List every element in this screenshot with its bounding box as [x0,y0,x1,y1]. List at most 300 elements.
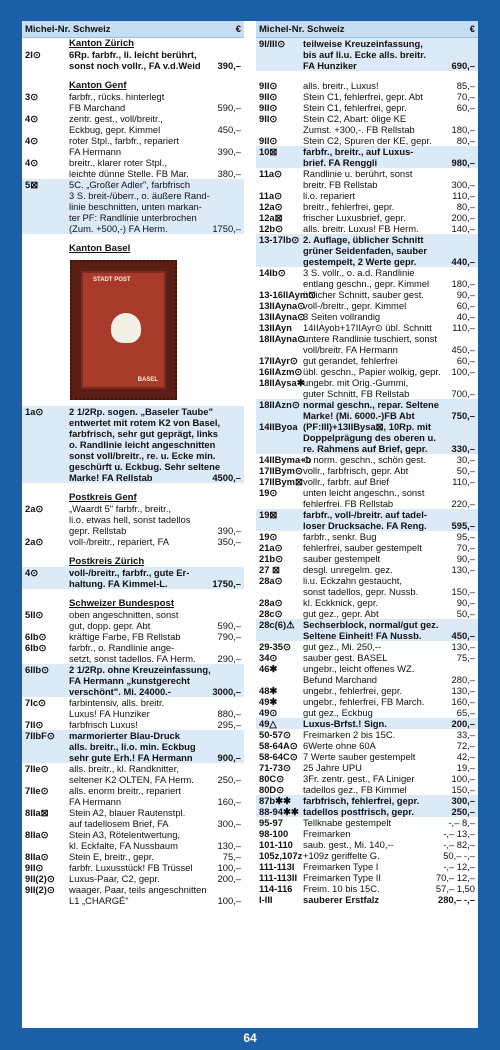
entry-description: Freimarken Type II [303,872,381,883]
catalog-entry [256,784,478,795]
entry-description: breitr., fehlerfrei, gepr. [303,201,395,212]
entry-price: -,– 12,– [443,861,475,872]
entry-line [303,278,475,289]
entry-line [303,861,475,872]
entry-code: 6IIb⊙ [25,664,50,675]
entry-price [238,567,241,578]
entry-code: 8IIa⊠ [25,807,49,818]
entry-description: Freimarken [303,828,351,839]
entry-lines [69,406,241,483]
catalog-entry [256,322,478,333]
entry-price: 130,– [451,564,475,575]
entry-line [303,201,475,212]
catalog-entry [256,377,478,399]
entry-line [69,525,241,536]
entry-description: fehlerfrei, sauber gestempelt [303,542,422,553]
entry-price: 80,– [456,135,475,146]
entry-code: 114-116 [259,883,293,894]
entry-price: 75,– [456,652,475,663]
entry-line [303,806,475,817]
entry-description: linie beschnitten, unten markan- [69,201,202,212]
catalog-entry [22,763,244,785]
catalog-entry [22,406,244,483]
entry-lines [303,597,475,608]
entry-price [472,377,475,388]
entry-line [69,49,241,60]
catalog-entry [256,102,478,113]
entry-description: 6Werte ohne 60A [303,740,376,751]
catalog-entry [256,38,478,71]
entry-line [69,818,241,829]
section-heading: Kanton Basel [69,243,131,254]
catalog-entry [256,80,478,91]
entry-price: 295,– [217,719,241,730]
entry-code: 2a⊙ [25,536,44,547]
entry-code: 19⊙ [259,487,278,498]
entry-line [69,741,241,752]
entry-line [303,344,475,355]
catalog-entry [22,135,244,157]
dove-figure [111,313,141,343]
entry-price [238,406,241,417]
entry-price: 100,– [217,895,241,906]
entry-price: 150,– [451,784,475,795]
entry-code: 9II(2)⊙ [25,873,55,884]
entry-line [69,212,241,223]
entry-code: 16IIAzm⊙ [259,366,303,377]
entry-description: sauberer Erstfalz [303,894,380,905]
catalog-entry [256,795,478,806]
entry-description: Marke! FA Rellstab [69,472,153,483]
entry-description: re. Rahmens auf Brief, gepr. [303,443,428,454]
entry-price: 42,– [456,751,475,762]
entry-price: 180,– [451,278,475,289]
entry-lines [303,201,475,212]
entry-line [69,697,241,708]
catalog-entry [256,487,478,509]
entry-line [69,168,241,179]
entry-lines [303,421,475,454]
entry-description: gut, dopp. gepr. Abt [69,620,151,631]
entry-lines [69,873,241,884]
entry-description: farbfr., senkr. Bug [303,531,377,542]
entry-line [303,179,475,190]
entry-line [303,124,475,135]
entry-description: vollr., farbfr. auf Brief [303,476,389,487]
entry-price: 590,– [217,102,241,113]
entry-line [303,377,475,388]
entry-line [303,454,475,465]
entry-line [303,91,475,102]
entry-description: farbfr., rücks. hinterlegt [69,91,165,102]
entry-price: 110,– [452,190,475,201]
entry-code: 13IIAyn [259,322,292,333]
entry-lines [69,135,241,157]
entry-line [303,487,475,498]
entry-lines [69,113,241,135]
entry-code: 28a⊙ [259,597,283,608]
catalog-entry [22,157,244,179]
catalog-entry [256,311,478,322]
entry-line [69,774,241,785]
entry-code: 14Ib⊙ [259,267,286,278]
entry-price: 280,– [451,674,475,685]
entry-lines [303,663,475,685]
entry-line [69,686,241,697]
catalog-entry [256,894,478,905]
catalog-entry [256,872,478,883]
catalog-entry [256,597,478,608]
catalog-entry [256,399,478,421]
entry-line [69,796,241,807]
catalog-entry [256,762,478,773]
entry-code: 13-17Ib⊙ [259,234,300,245]
catalog-entry [22,851,244,862]
entry-price [238,763,241,774]
entry-line [303,509,475,520]
entry-code: 8IIa⊙ [25,851,49,862]
entry-description: ter PF: Randlinie unterbrochen [69,212,197,223]
entry-lines [69,157,241,179]
entry-line [303,157,475,168]
entry-price [238,179,241,190]
catalog-entry [256,564,478,575]
entry-price: 90,– [456,553,475,564]
entry-price: -,– 8,– [448,817,475,828]
entry-price [472,113,475,124]
entry-code: 17IIBym⊙ [259,465,303,476]
catalog-entry [22,884,244,906]
entry-code: 4⊙ [25,567,39,578]
entry-price: 250,– [451,806,475,817]
entry-lines [303,509,475,531]
entry-description: Sechserblock, normal/gut gez. [303,619,439,630]
entry-description: Befund Marchand [303,674,378,685]
entry-price: 3000,– [212,686,241,697]
entry-description: ungebr., leicht offenes WZ. [303,663,415,674]
catalog-entry [256,333,478,355]
entry-line [303,685,475,696]
entry-line [69,190,241,201]
catalog-entry [256,652,478,663]
catalog-entry [256,289,478,300]
entry-code: 80D⊙ [259,784,285,795]
entry-price [238,514,241,525]
entry-description: gut gerandet, fehlerfrei [303,355,398,366]
entry-code: 12b⊙ [259,223,284,234]
entry-code: 28a⊙ [259,575,283,586]
catalog-entry [256,91,478,102]
entry-price [238,113,241,124]
entry-line [69,873,241,884]
entry-price [238,439,241,450]
entry-price: 40,– [456,311,475,322]
entry-code: 6Ib⊙ [25,631,47,642]
catalog-entry [256,663,478,685]
catalog-entry [256,751,478,762]
entry-code: 1a⊙ [25,406,44,417]
entry-line [303,773,475,784]
catalog-entry [22,785,244,807]
catalog-entry [256,168,478,190]
entry-price: 330,– [451,443,475,454]
entry-lines [69,730,241,763]
entry-price: 1750,– [212,223,241,234]
entry-price: 1750,– [212,578,241,589]
section-heading: Kanton Zürich [69,38,135,49]
catalog-entry [256,465,478,476]
entry-description: (PF:III)+13IIBysa⊠, 10Rp. mit [303,421,431,432]
catalog-entry [22,807,244,829]
entry-line [69,135,241,146]
entry-description: Stein C2, Abart: ölige KE [303,113,407,124]
entry-lines [303,773,475,784]
entry-line [69,450,241,461]
entry-lines [303,696,475,707]
entry-line [69,102,241,113]
entry-lines [69,642,241,664]
entry-description: alls. breitr., li.o. min. Eckbug [69,741,196,752]
entry-line [303,38,475,49]
entry-code: 105z,107z [259,850,303,861]
entry-line [303,564,475,575]
stamp-text-top: STADT POST [93,277,131,283]
entry-line [69,884,241,895]
entry-price: 70,– [456,542,475,553]
entry-price: 250,– [217,774,241,785]
entry-price: 110,– [452,322,475,333]
entry-price: 450,– [217,124,241,135]
entry-line [303,355,475,366]
entry-line [69,730,241,741]
spacer [22,71,244,80]
entry-price [238,884,241,895]
entry-price [472,509,475,520]
entry-code: 58-64C⊙ [259,751,298,762]
entry-code: 87b✱✱ [259,795,291,806]
entry-line [303,267,475,278]
entry-line [303,795,475,806]
entry-price: 350,– [217,536,241,547]
entry-description: farbfr., breitr., auf Luxus- [303,146,414,157]
entry-description: 25 Jahre UPU [303,762,362,773]
entry-line [69,807,241,818]
catalog-entry [256,146,478,168]
entry-price: 72,– [456,740,475,751]
entry-description: Stein E, breitr., gepr. [69,851,154,862]
entry-line [69,514,241,525]
catalog-entry [256,355,478,366]
entry-lines [69,719,241,730]
entry-lines [303,542,475,553]
entry-lines [303,641,475,652]
entry-lines [303,311,475,322]
entry-price [238,675,241,686]
entry-description: breitr. FB Rellstab [303,179,378,190]
entry-code: 21a⊙ [259,542,283,553]
entry-description: bis auf li.u. Ecke alls. breitr. [303,49,426,60]
entry-price: 440,– [451,256,475,267]
entry-description: o. Randlinie leicht angeschnitten [69,439,216,450]
entry-code: 12a⊙ [259,201,283,212]
entry-line [69,567,241,578]
entry-lines [69,664,241,697]
catalog-page [22,21,478,1028]
entry-price [472,487,475,498]
entry-description: Stein C1, fehlerfrei, gepr. [303,102,407,113]
entry-lines [69,49,241,71]
entry-lines [303,465,475,476]
entry-code: 7II⊙ [25,719,44,730]
catalog-entry [256,861,478,872]
entry-description: Freimarken 2 bis 15C. [303,729,396,740]
entry-description: voll-/breitr., farbfr., gute Er- [69,567,190,578]
right-column-body [256,38,478,905]
entry-line [303,476,475,487]
entry-description: alls. breitr. Luxus! FB Herm. [303,223,419,234]
entry-code: 7IIe⊙ [25,763,49,774]
catalog-entry [22,697,244,719]
entry-code: 14IIByma+b [259,454,312,465]
entry-description: 3 S. vollr., o. a.d. Randlinie [303,267,415,278]
entry-description: entwertet mit rotem K2 von Basel, [69,417,221,428]
entry-lines [303,751,475,762]
entry-code: 13-16IIAym⊙ [259,289,317,300]
entry-price: 95,– [456,531,475,542]
entry-line [303,729,475,740]
entry-line [303,850,475,861]
entry-price: 150,– [451,586,475,597]
entry-line [303,80,475,91]
entry-lines [69,785,241,807]
catalog-entry [22,873,244,884]
catalog-entry [22,91,244,113]
entry-code: 2a⊙ [25,503,44,514]
entry-lines [303,223,475,234]
entry-price [238,609,241,620]
entry-line [69,840,241,851]
entry-price: 33,– [456,729,475,740]
entry-price [472,619,475,630]
entry-price [238,450,241,461]
entry-code: 88-94✱✱ [259,806,299,817]
entry-description: roter Stpl., farbfr., repariert [69,135,179,146]
entry-code: 95-97 [259,817,283,828]
entry-description: li.o. repariert [303,190,356,201]
stamp-text-bottom: BASEL [137,377,158,383]
entry-description: leichte dünne Stelle. FB Mar. [69,168,189,179]
entry-price: 50,– -,– [443,850,475,861]
entry-line [303,113,475,124]
entry-line [303,333,475,344]
entry-code: 5II⊙ [25,609,44,620]
entry-price: 100,– [451,773,475,784]
spacer [256,71,478,80]
entry-price: 60,– [456,355,475,366]
catalog-entry [256,828,478,839]
entry-price: 30,– [456,454,475,465]
entry-description: 2 1/2Rp. ohne Kreuzeinfassung, [69,664,211,675]
entry-line [69,124,241,135]
entry-code: 48✱ [259,685,278,696]
entry-description: waager. Paar, teils angeschnitten [69,884,207,895]
entry-line [69,146,241,157]
entry-price [238,503,241,514]
entry-price [472,267,475,278]
entry-line [69,578,241,589]
entry-price [238,461,241,472]
entry-description: Freimarken Type I [303,861,379,872]
catalog-entry [256,839,478,850]
entry-code: 7IIe⊙ [25,785,49,796]
entry-description: FA Hunziker [303,60,357,71]
entry-code: 9II(2)⊙ [25,884,55,895]
entry-code: 101-110 [259,839,293,850]
entry-price: 160,– [217,796,241,807]
entry-price [472,245,475,256]
entry-price [238,730,241,741]
entry-lines [303,652,475,663]
entry-code: 49△ [259,718,277,729]
entry-description: Stein A2, blauer Rautenstpl. [69,807,186,818]
entry-code: 17IIAyr⊙ [259,355,298,366]
entry-description: kl. Eckfalte, FA Nussbaum [69,840,178,851]
section-heading: Kanton Genf [69,80,127,91]
entry-price [472,333,475,344]
entry-price: -,– 82,– [443,839,475,850]
entry-description: farbfr., voll-/breitr. auf tadel- [303,509,427,520]
entry-lines [303,168,475,190]
catalog-entry [256,553,478,564]
entry-description: „Waardt 5" farbfr., breitr., [69,503,171,514]
entry-description: sonst voll/breitr., re. u. Ecke min. [69,450,216,461]
entry-line [303,311,475,322]
entry-price [238,829,241,840]
entry-line [69,503,241,514]
entry-line [69,406,241,417]
catalog-entry [22,503,244,536]
entry-line [303,60,475,71]
entry-code: 19⊙ [259,531,278,542]
entry-description: farbfr., o. Randlinie ange- [69,642,175,653]
entry-price: 130,– [451,685,475,696]
entry-lines [303,487,475,509]
entry-code: 10⊠ [259,146,278,157]
entry-lines [303,234,475,267]
entry-lines [303,289,475,300]
entry-lines [303,113,475,135]
entry-description: teilweise Kreuzeinfassung, [303,38,423,49]
entry-description: 2 1/2Rp. sogen. „Baseler Taube" [69,406,213,417]
entry-description: sauber gest. BASEL [303,652,388,663]
entry-lines [303,883,475,894]
entry-price: 450,– [451,344,475,355]
entry-code: 14IIByoa [259,421,298,432]
entry-description: 6Rp. farbfr., li. leicht berührt, [69,49,197,60]
entry-code: 11a⊙ [259,190,282,201]
entry-description: untere Randlinie tuschiert, sonst [303,333,437,344]
entry-description: farbintensiv, alls. breitr. [69,697,165,708]
entry-price [238,785,241,796]
catalog-entry [256,806,478,817]
catalog-entry [256,707,478,718]
entry-price: 65,– [456,707,475,718]
catalog-entry [256,817,478,828]
entry-lines [303,685,475,696]
catalog-entry [256,454,478,465]
entry-price: 50,– [456,608,475,619]
catalog-entry [256,267,478,289]
